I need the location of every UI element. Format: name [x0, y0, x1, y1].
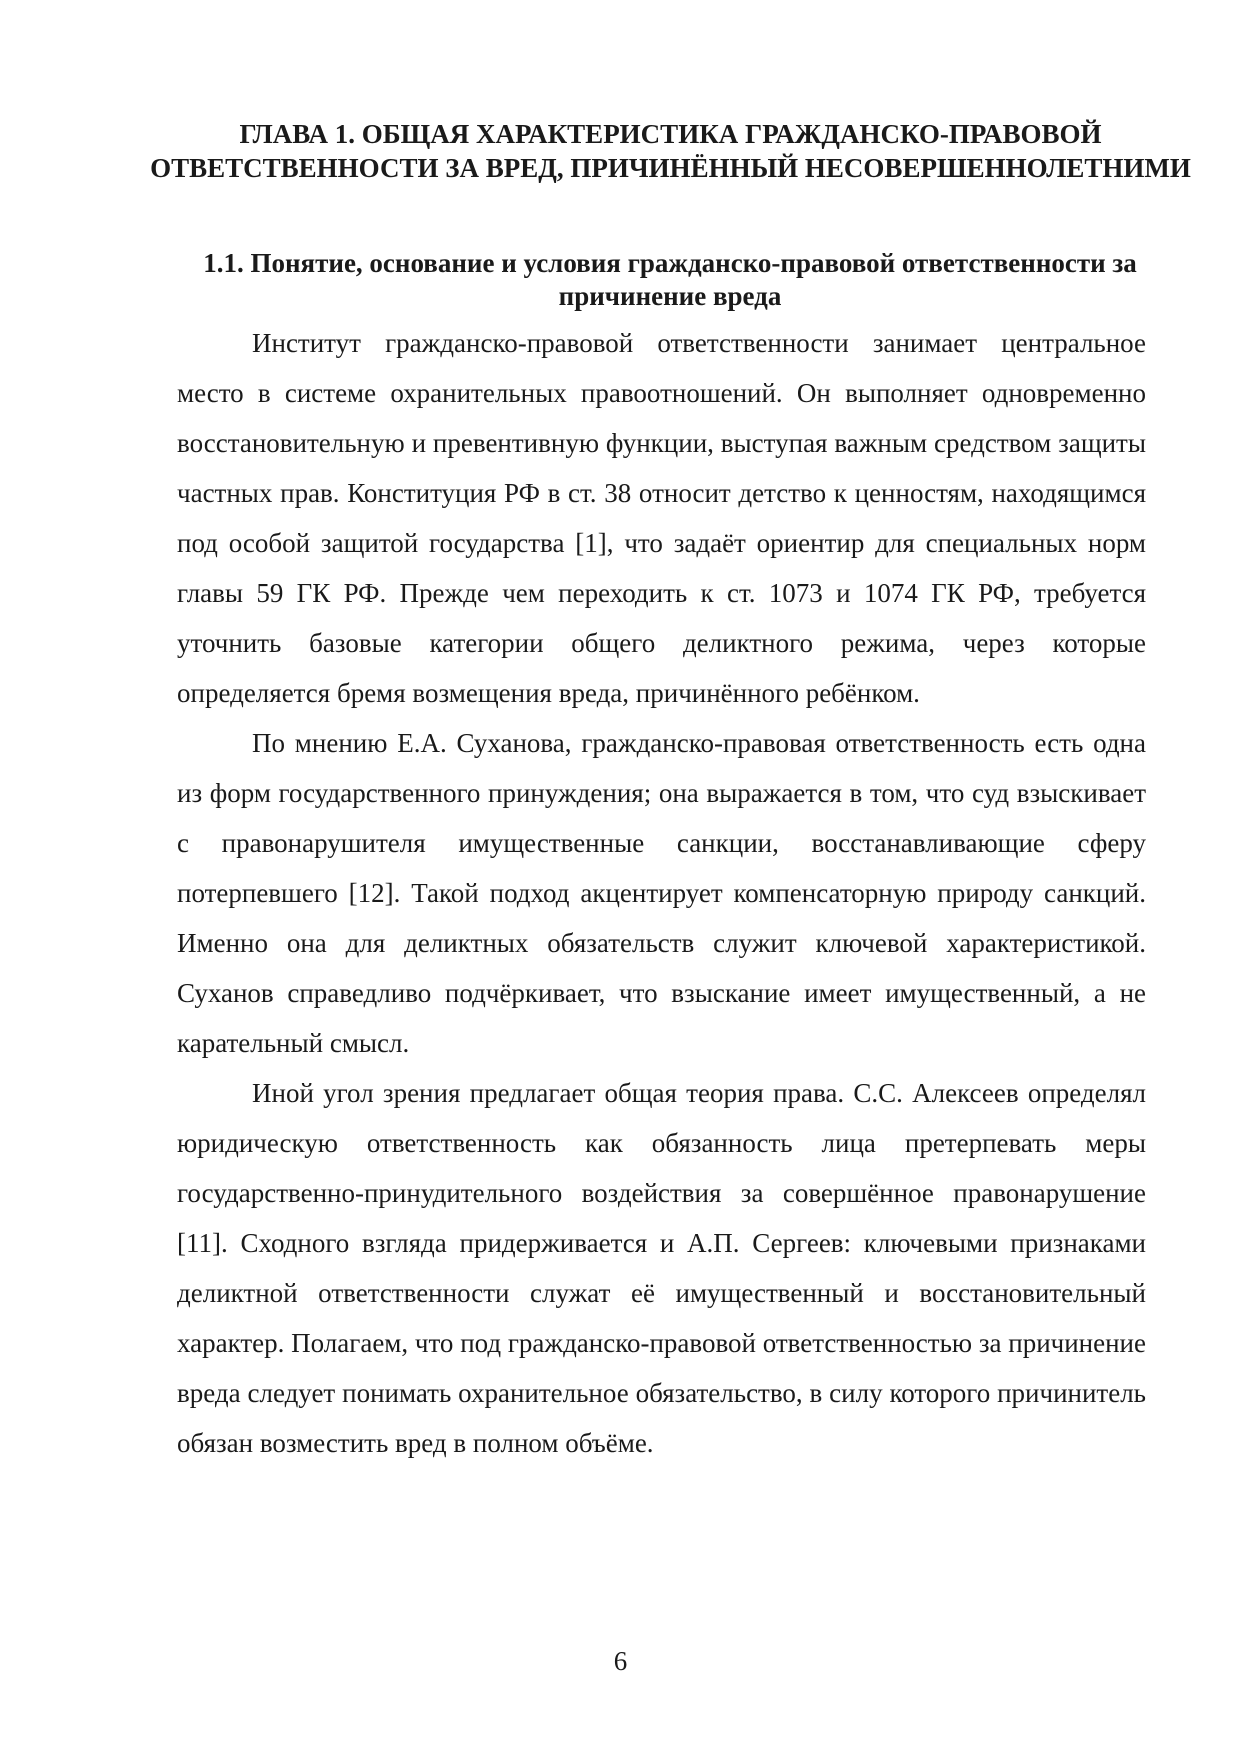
paragraph: Иной угол зрения предлагает общая теория права. С.С. Алексеев определял юридическую ответственность как обязанность лица претерпевать меры государственно-принудительного воздействия за совершённое правонарушение [11]. Сходного взгляда придерживается и А.П. Сергеев: ключевыми признаками деликтной ответственности служат её имущественный и восстановительный характер. Полагаем, что под гражданско-правовой ответственностью за причинение вреда следует понимать охранительное обязательство, в силу которого причинитель обязан возместить вред в полном объёме.	[177, 1078, 1146, 1458]
body-text	[177, 318, 1146, 1468]
paragraph: Институт гражданско-правовой ответственности занимает центральное место в системе охранительных правоотношений. Он выполняет одновременно восстановительную и превентивную функции, выступая важным средством защиты частных прав. Конституция РФ в ст. 38 относит детство к ценностям, находящимся под особой защитой государства [1], что задаёт ориентир для специальных норм главы 59 ГК РФ. Прежде чем переходить к ст. 1073 и 1074 ГК РФ, требуется уточнить базовые категории общего деликтного режима, через которые определяется бремя возмещения вреда, причинённого ребёнком.	[177, 328, 1146, 708]
chapter-title: ГЛАВА 1. ОБЩАЯ ХАРАКТЕРИСТИКА ГРАЖДАНСКО-ПРАВОВОЙ ОТВЕТСТВЕННОСТИ ЗА ВРЕД, ПРИЧИНЁННЫЙ НЕСОВЕРШЕННОЛЕТНИМИ	[150, 119, 1191, 183]
paragraph: По мнению Е.А. Суханова, гражданско-правовая ответственность есть одна из форм государственного принуждения; она выражается в том, что суд взыскивает с правонарушителя имущественные санкции, восстанавливающие сферу потерпевшего [12]. Такой подход акцентирует компенсаторную природу санкций. Именно она для деликтных обязательств служит ключевой характеристикой. Суханов справедливо подчёркивает, что взыскание имеет имущественный, а не карательный смысл.	[177, 728, 1146, 1058]
page-number: 6	[613, 1646, 628, 1676]
section-title: 1.1. Понятие, основание и условия гражданско-правовой ответственности за причинение вреда	[203, 248, 1137, 311]
